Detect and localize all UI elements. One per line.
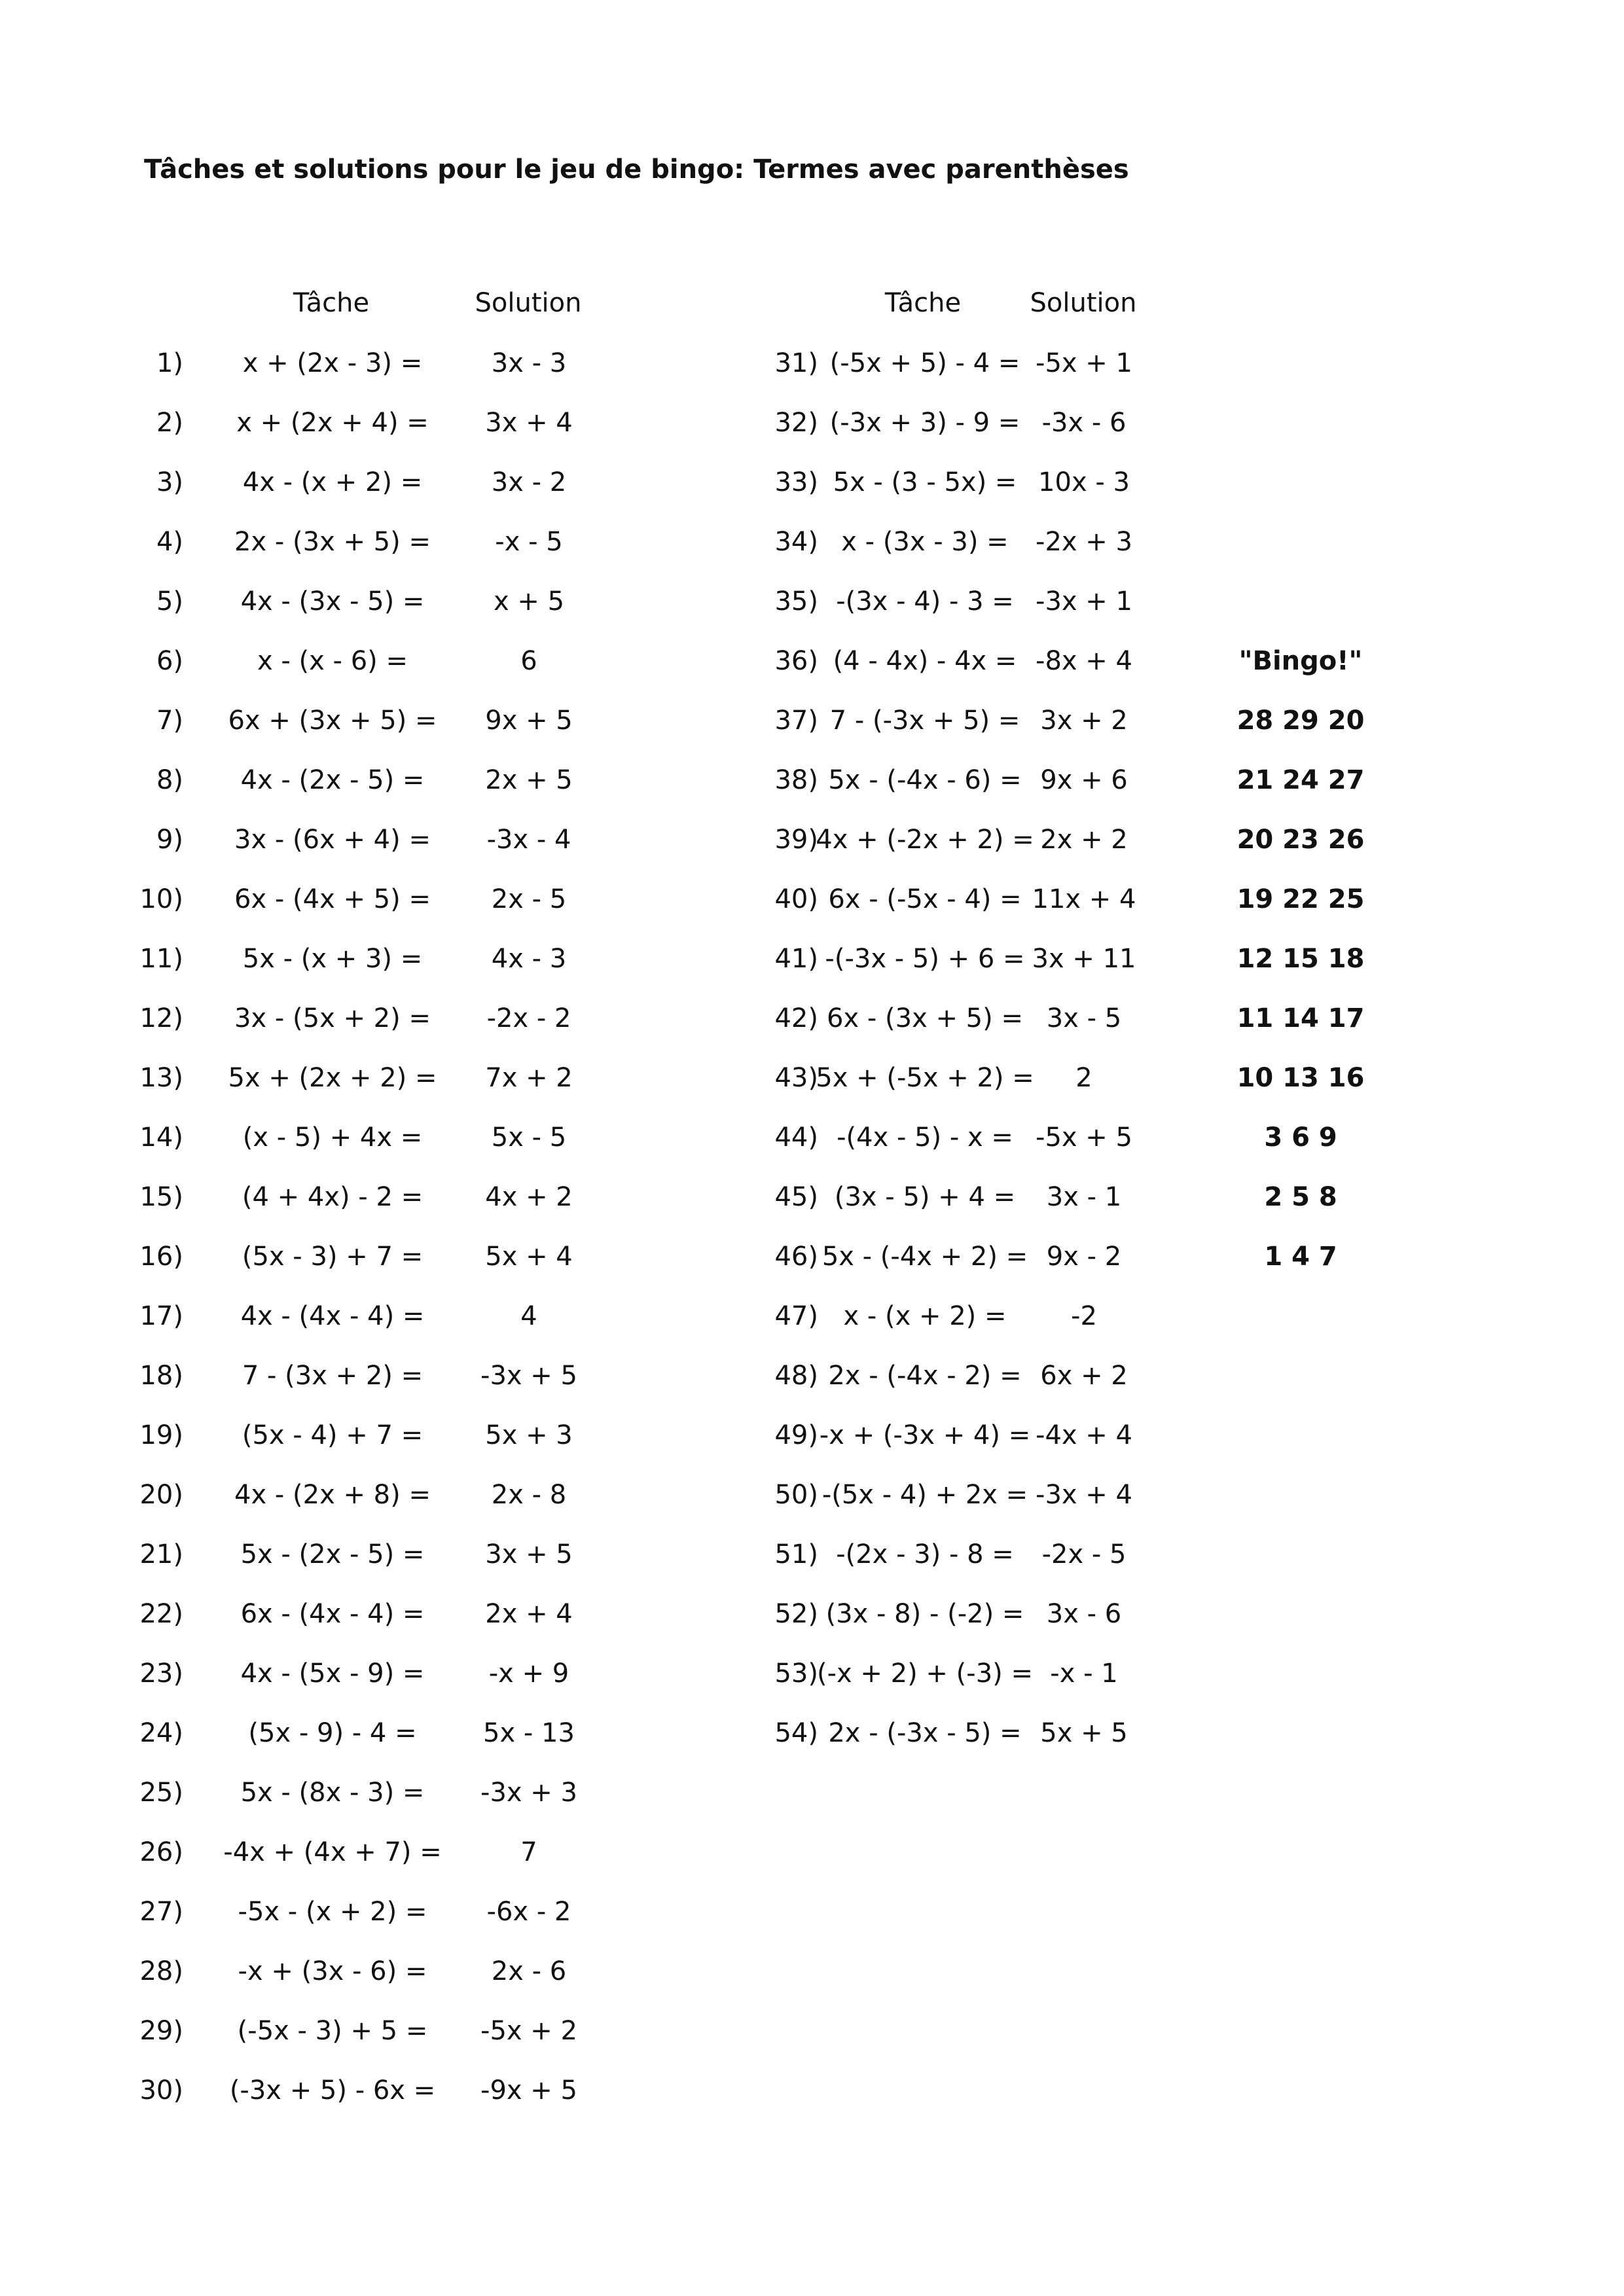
- task-solution: -2: [1071, 1301, 1097, 1331]
- task-solution: 3x - 1: [1046, 1182, 1122, 1212]
- bingo-grid-row: 12 15 18: [1236, 944, 1365, 974]
- task-solution: -3x + 3: [480, 1778, 577, 1808]
- row-number: 38): [774, 765, 818, 795]
- task-solution: -2x - 2: [486, 1003, 571, 1033]
- task-solution: 5x + 5: [1040, 1718, 1128, 1748]
- task-expression: 3x - (5x + 2) =: [234, 1003, 431, 1033]
- task-solution: 5x - 5: [491, 1122, 567, 1153]
- task-expression: 4x - (2x - 5) =: [240, 765, 425, 795]
- task-expression: -4x + (4x + 7) =: [223, 1837, 442, 1867]
- task-expression: (-x + 2) + (-3) =: [817, 1659, 1033, 1689]
- task-expression: 4x + (-2x + 2) =: [816, 825, 1034, 855]
- task-expression: (-3x + 5) - 6x =: [229, 2075, 436, 2106]
- task-solution: -2x + 3: [1036, 527, 1132, 557]
- task-expression: 5x - (2x - 5) =: [240, 1539, 425, 1570]
- row-number: 32): [774, 408, 818, 438]
- bingo-grid-row: 1 4 7: [1264, 1242, 1337, 1272]
- row-number: 45): [774, 1182, 818, 1212]
- task-expression: 4x - (5x - 9) =: [240, 1659, 425, 1689]
- task-solution: 5x - 13: [483, 1718, 575, 1748]
- left-solution-header: Solution: [475, 288, 582, 318]
- task-expression: 6x - (4x - 4) =: [240, 1599, 425, 1629]
- task-solution: 3x + 5: [485, 1539, 573, 1570]
- task-expression: -(2x - 3) - 8 =: [836, 1539, 1014, 1570]
- row-number: 52): [774, 1599, 818, 1629]
- bingo-grid-row: 10 13 16: [1236, 1063, 1365, 1093]
- task-solution: 9x + 5: [485, 706, 573, 736]
- task-expression: -(4x - 5) - x =: [837, 1122, 1013, 1153]
- row-number: 41): [774, 944, 818, 974]
- task-solution: -5x + 5: [1036, 1122, 1132, 1153]
- task-solution: -3x + 4: [1036, 1480, 1132, 1510]
- row-number: 31): [774, 348, 818, 378]
- task-expression: x - (3x - 3) =: [841, 527, 1009, 557]
- row-number: 44): [774, 1122, 818, 1153]
- task-expression: -(-3x - 5) + 6 =: [825, 944, 1025, 974]
- task-expression: 4x - (2x + 8) =: [234, 1480, 431, 1510]
- row-number: 24): [139, 1718, 183, 1748]
- task-expression: 6x - (-5x - 4) =: [828, 884, 1022, 914]
- row-number: 48): [774, 1361, 818, 1391]
- task-solution: 5x + 4: [485, 1242, 573, 1272]
- row-number: 14): [139, 1122, 183, 1153]
- task-solution: -x - 5: [495, 527, 563, 557]
- task-expression: (4 + 4x) - 2 =: [242, 1182, 424, 1212]
- row-number: 6): [156, 646, 183, 676]
- task-solution: 11x + 4: [1032, 884, 1136, 914]
- task-solution: 7: [520, 1837, 537, 1867]
- task-expression: (x - 5) + 4x =: [242, 1122, 423, 1153]
- task-solution: -6x - 2: [486, 1897, 571, 1927]
- row-number: 3): [156, 467, 183, 497]
- task-solution: -9x + 5: [480, 2075, 577, 2106]
- row-number: 1): [156, 348, 183, 378]
- task-solution: 6: [520, 646, 537, 676]
- task-solution: 7x + 2: [485, 1063, 573, 1093]
- task-expression: 4x - (3x - 5) =: [240, 586, 425, 617]
- row-number: 12): [139, 1003, 183, 1033]
- task-solution: 4x + 2: [485, 1182, 573, 1212]
- bingo-grid-row: 28 29 20: [1236, 706, 1365, 736]
- task-expression: -x + (-3x + 4) =: [819, 1420, 1031, 1450]
- row-number: 29): [139, 2016, 183, 2046]
- task-expression: -5x - (x + 2) =: [238, 1897, 427, 1927]
- row-number: 7): [156, 706, 183, 736]
- task-solution: 2: [1075, 1063, 1092, 1093]
- row-number: 9): [156, 825, 183, 855]
- row-number: 33): [774, 467, 818, 497]
- task-expression: 2x - (3x + 5) =: [234, 527, 431, 557]
- row-number: 15): [139, 1182, 183, 1212]
- task-solution: 4x - 3: [491, 944, 567, 974]
- row-number: 5): [156, 586, 183, 617]
- task-expression: x - (x + 2) =: [843, 1301, 1007, 1331]
- task-expression: (5x - 4) + 7 =: [242, 1420, 424, 1450]
- task-expression: 4x - (x + 2) =: [242, 467, 423, 497]
- row-number: 16): [139, 1242, 183, 1272]
- task-solution: -3x + 5: [480, 1361, 577, 1391]
- task-solution: 2x - 5: [491, 884, 567, 914]
- row-number: 40): [774, 884, 818, 914]
- row-number: 54): [774, 1718, 818, 1748]
- task-solution: 9x - 2: [1046, 1242, 1122, 1272]
- task-expression: (-3x + 3) - 9 =: [829, 408, 1020, 438]
- task-solution: -x - 1: [1050, 1659, 1118, 1689]
- task-expression: -(5x - 4) + 2x =: [821, 1480, 1028, 1510]
- task-solution: -2x - 5: [1041, 1539, 1127, 1570]
- task-expression: (5x - 3) + 7 =: [242, 1242, 424, 1272]
- right-task-header: Tâche: [884, 288, 962, 318]
- task-expression: 5x - (-4x + 2) =: [821, 1242, 1028, 1272]
- row-number: 30): [139, 2075, 183, 2106]
- task-solution: 2x + 4: [485, 1599, 573, 1629]
- task-expression: 7 - (3x + 2) =: [242, 1361, 424, 1391]
- row-number: 39): [774, 825, 818, 855]
- task-solution: 3x - 2: [491, 467, 567, 497]
- task-solution: 2x + 5: [485, 765, 573, 795]
- row-number: 21): [139, 1539, 183, 1570]
- task-expression: 5x - (3 - 5x) =: [833, 467, 1017, 497]
- row-number: 19): [139, 1420, 183, 1450]
- task-expression: 7 - (-3x + 5) =: [829, 706, 1020, 736]
- task-expression: (-5x - 3) + 5 =: [237, 2016, 428, 2046]
- bingo-grid-row: 3 6 9: [1264, 1122, 1337, 1153]
- row-number: 13): [139, 1063, 183, 1093]
- task-solution: 3x - 3: [491, 348, 567, 378]
- task-solution: 3x + 2: [1040, 706, 1128, 736]
- task-expression: 4x - (4x - 4) =: [240, 1301, 425, 1331]
- row-number: 26): [139, 1837, 183, 1867]
- task-expression: x + (2x - 3) =: [242, 348, 423, 378]
- task-solution: -3x - 4: [486, 825, 571, 855]
- right-solution-header: Solution: [1030, 288, 1137, 318]
- task-expression: 2x - (-4x - 2) =: [828, 1361, 1022, 1391]
- task-expression: x - (x - 6) =: [257, 646, 408, 676]
- task-expression: (3x - 5) + 4 =: [834, 1182, 1016, 1212]
- row-number: 10): [139, 884, 183, 914]
- row-number: 2): [156, 408, 183, 438]
- row-number: 25): [139, 1778, 183, 1808]
- left-task-header: Tâche: [293, 288, 370, 318]
- row-number: 4): [156, 527, 183, 557]
- task-expression: 5x + (-5x + 2) =: [816, 1063, 1034, 1093]
- row-number: 22): [139, 1599, 183, 1629]
- row-number: 18): [139, 1361, 183, 1391]
- task-expression: -x + (3x - 6) =: [238, 1956, 427, 1986]
- task-expression: x + (2x + 4) =: [236, 408, 429, 438]
- row-number: 43): [774, 1063, 818, 1093]
- task-expression: -(3x - 4) - 3 =: [836, 586, 1014, 617]
- bingo-grid-row: 11 14 17: [1236, 1003, 1365, 1033]
- row-number: 28): [139, 1956, 183, 1986]
- bingo-grid-row: 20 23 26: [1236, 825, 1365, 855]
- bingo-grid-row: 21 24 27: [1236, 765, 1365, 795]
- task-solution: 10x - 3: [1038, 467, 1130, 497]
- task-expression: 5x - (8x - 3) =: [240, 1778, 425, 1808]
- task-solution: -3x + 1: [1036, 586, 1132, 617]
- task-expression: 6x + (3x + 5) =: [228, 706, 437, 736]
- bingo-grid-row: 19 22 25: [1236, 884, 1365, 914]
- row-number: 17): [139, 1301, 183, 1331]
- task-expression: 5x + (2x + 2) =: [228, 1063, 437, 1093]
- row-number: 11): [139, 944, 183, 974]
- bingo-label: "Bingo!": [1238, 646, 1363, 676]
- task-expression: (-5x + 5) - 4 =: [829, 348, 1020, 378]
- row-number: 37): [774, 706, 818, 736]
- task-solution: -8x + 4: [1036, 646, 1132, 676]
- row-number: 20): [139, 1480, 183, 1510]
- task-solution: 6x + 2: [1040, 1361, 1128, 1391]
- row-number: 27): [139, 1897, 183, 1927]
- row-number: 23): [139, 1659, 183, 1689]
- row-number: 53): [774, 1659, 818, 1689]
- row-number: 47): [774, 1301, 818, 1331]
- task-solution: 2x - 6: [491, 1956, 567, 1986]
- task-expression: (5x - 9) - 4 =: [248, 1718, 417, 1748]
- bingo-grid-row: 2 5 8: [1264, 1182, 1337, 1212]
- row-number: 42): [774, 1003, 818, 1033]
- task-solution: 2x - 8: [491, 1480, 567, 1510]
- task-solution: 3x + 4: [485, 408, 573, 438]
- task-solution: 5x + 3: [485, 1420, 573, 1450]
- row-number: 46): [774, 1242, 818, 1272]
- page-title: Tâches et solutions pour le jeu de bingo: Termes avec parenthèses: [144, 154, 1129, 185]
- task-expression: (3x - 8) - (-2) =: [825, 1599, 1024, 1629]
- task-solution: -5x + 2: [480, 2016, 577, 2046]
- task-solution: -3x - 6: [1041, 408, 1127, 438]
- task-solution: 3x - 6: [1046, 1599, 1122, 1629]
- task-solution: 2x + 2: [1040, 825, 1128, 855]
- task-expression: (4 - 4x) - 4x =: [833, 646, 1017, 676]
- task-expression: 5x - (-4x - 6) =: [828, 765, 1022, 795]
- task-expression: 3x - (6x + 4) =: [234, 825, 431, 855]
- row-number: 49): [774, 1420, 818, 1450]
- row-number: 8): [156, 765, 183, 795]
- task-solution: 3x + 11: [1032, 944, 1136, 974]
- row-number: 35): [774, 586, 818, 617]
- row-number: 34): [774, 527, 818, 557]
- row-number: 50): [774, 1480, 818, 1510]
- task-expression: 5x - (x + 3) =: [242, 944, 423, 974]
- task-solution: 4: [520, 1301, 537, 1331]
- task-solution: -5x + 1: [1036, 348, 1132, 378]
- row-number: 51): [774, 1539, 818, 1570]
- row-number: 36): [774, 646, 818, 676]
- task-solution: 9x + 6: [1040, 765, 1128, 795]
- task-solution: x + 5: [493, 586, 565, 617]
- task-expression: 6x - (4x + 5) =: [234, 884, 431, 914]
- task-solution: -x + 9: [488, 1659, 569, 1689]
- task-solution: 3x - 5: [1046, 1003, 1122, 1033]
- task-solution: -4x + 4: [1036, 1420, 1132, 1450]
- task-expression: 6x - (3x + 5) =: [827, 1003, 1023, 1033]
- task-expression: 2x - (-3x - 5) =: [828, 1718, 1022, 1748]
